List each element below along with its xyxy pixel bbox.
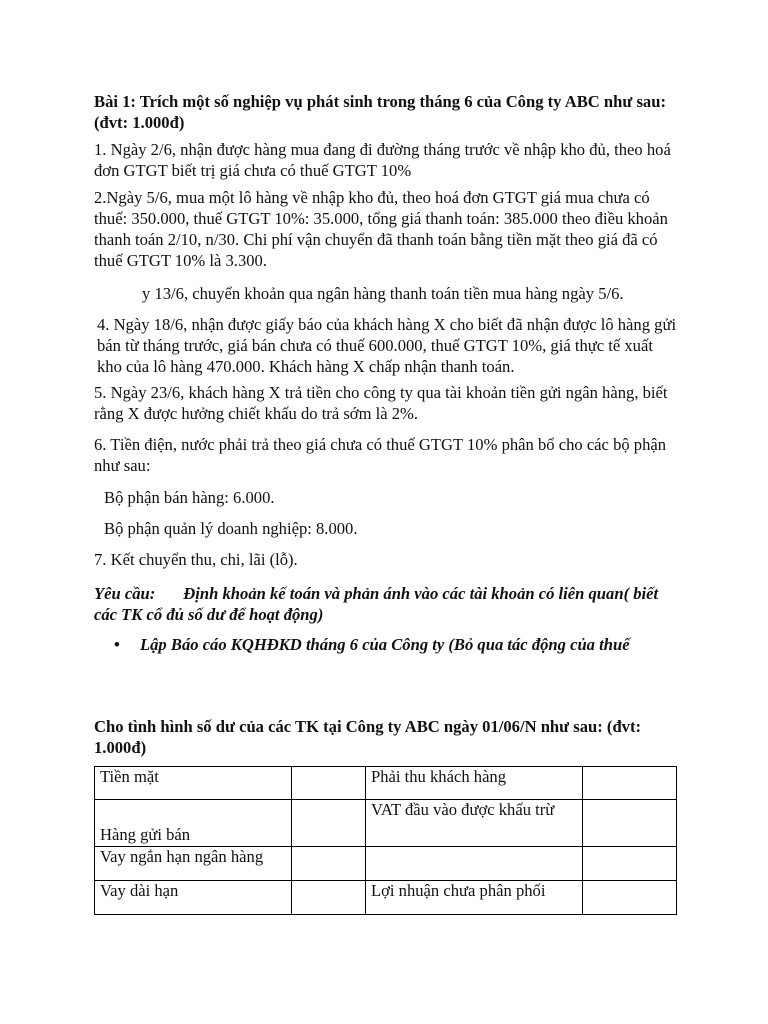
table-cell — [366, 847, 583, 881]
expense-sales-dept: Bộ phận bán hàng: 6.000. — [104, 488, 275, 507]
requirement-text: Định khoản kế toán và phản ánh vào các tài khoản có liên quan( biết các TK cổ đủ số dư để hoạt động) — [94, 584, 659, 624]
balance-table — [94, 766, 677, 915]
table-row — [95, 847, 677, 881]
transaction-3: y 13/6, chuyển khoản qua ngân hàng thanh toán tiền mua hàng ngày 5/6. — [142, 284, 624, 303]
transaction-2: 2.Ngày 5/6, mua một lô hàng về nhập kho đủ, theo hoá đơn GTGT giá mua chưa có thuế: 350.000, thuế GTGT 10%: 35.000, tổng giá thanh toán: 385.000 theo điều khoản thanh toán 2/10, n/30. Chi phí vận chuyển đã thanh toán bằng tiền mặt theo giá đã có thuế GTGT 10% là 3.300. — [94, 188, 668, 270]
table-cell — [583, 847, 677, 881]
transaction-5: 5. Ngày 23/6, khách hàng X trả tiền cho công ty qua tài khoản tiền gửi ngân hàng, biết rằng X được hưởng chiết khấu do trả sớm là 2%. — [94, 383, 668, 423]
table-cell: Phải thu khách hàng — [366, 767, 583, 800]
table-row — [95, 767, 677, 800]
bullet-text: Lập Báo cáo KQHĐKD tháng 6 của Công ty (Bỏ qua tác động của thuế — [140, 635, 630, 654]
table-cell: VAT đầu vào được khấu trừ — [366, 800, 583, 847]
report-bullet — [114, 634, 684, 655]
table-cell — [292, 847, 366, 881]
table-cell — [292, 800, 366, 847]
table-cell: Tiền mặt — [95, 767, 292, 800]
table-cell: Lợi nhuận chưa phân phối — [366, 881, 583, 915]
table-cell — [583, 800, 677, 847]
transaction-4: 4. Ngày 18/6, nhận được giấy báo của khách hàng X cho biết đã nhận được lô hàng gửi bán từ tháng trước, giá bán chưa có thuế 600.000, thuế GTGT 10%, giá thực tế xuất kho của lô hàng 470.000. Khách hàng X chấp nhận thanh toán. — [97, 315, 677, 376]
table-row — [95, 881, 677, 915]
transaction-1: 1. Ngày 2/6, nhận được hàng mua đang đi đường tháng trước về nhập kho đủ, theo hoá đơn GTGT biết trị giá chưa có thuế GTGT 10% — [94, 140, 671, 180]
requirement-label: Yêu cầu: — [94, 584, 156, 603]
balance-title: Cho tình hình số dư của các TK tại Công ty ABC ngày 01/06/N như sau: (đvt: 1.000đ) — [94, 717, 642, 757]
transaction-7: 7. Kết chuyển thu, chi, lãi (lỗ). — [94, 550, 298, 569]
table-cell: Vay dài hạn — [95, 881, 292, 915]
table-cell: Vay ngắn hạn ngân hàng — [95, 847, 292, 881]
requirement — [94, 583, 678, 625]
table-cell — [292, 767, 366, 800]
table-cell — [583, 881, 677, 915]
exercise-title: Bài 1: Trích một số nghiệp vụ phát sinh trong tháng 6 của Công ty ABC như sau: (đvt: 1.000đ) — [94, 92, 666, 132]
transaction-6: 6. Tiền điện, nước phải trả theo giá chưa có thuế GTGT 10% phân bổ cho các bộ phận như sau: — [94, 435, 667, 475]
table-row — [95, 800, 677, 847]
table-cell — [583, 767, 677, 800]
table-cell: Hàng gửi bán — [95, 800, 292, 847]
bullet-icon: • — [114, 635, 120, 654]
table-cell — [292, 881, 366, 915]
expense-admin-dept: Bộ phận quản lý doanh nghiệp: 8.000. — [104, 519, 358, 538]
